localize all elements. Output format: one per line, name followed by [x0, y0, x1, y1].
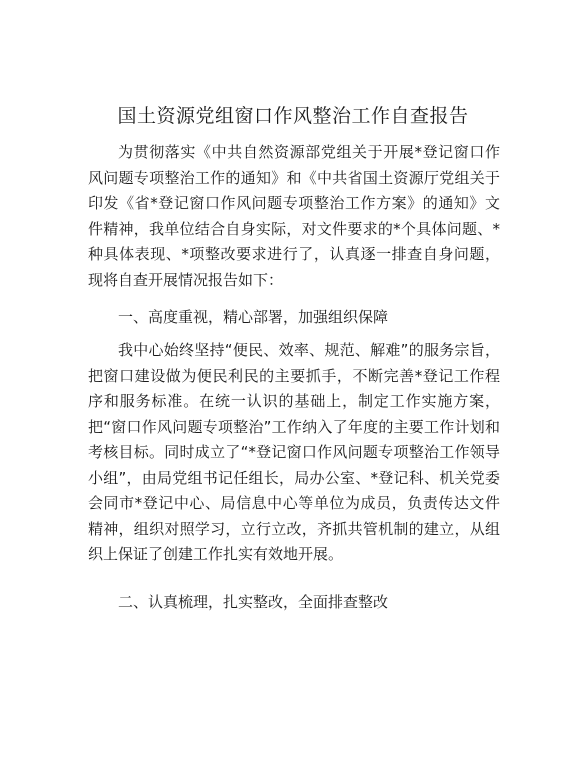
- document-title: 国土资源党组窗口作风整治工作自查报告: [117, 105, 469, 127]
- intro-paragraph: 为贯彻落实《中共自然资源部党组关于开展*登记窗口作风问题专项整治工作的通知》和《中共省国土资源厅党组关于印发《省*登记窗口作风问题专项整治工作方案》的通知》文件精神，我单位结合自身实际，对文件要求的*个具体问题、*种具体表现、*项整改要求进行了，认真逐一排查自身问题，现将自查开展情况报告如下：: [88, 143, 500, 289]
- section-heading-2: 二、认真梳理，扎实整改，全面排查整改: [118, 593, 389, 611]
- section-1-paragraph: 我中心始终坚持“便民、效率、规范、解难”的服务宗旨，把窗口建设做为便民利民的主要抓手，不断完善*登记工作程序和服务标准。在统一认识的基础上，制定工作实施方案，把“窗口作风问题专项整治”工作纳入了年度的主要工作计划和考核目标。同时成立了“*登记窗口作风问题专项整治工作领导小组”，由局党组书记任组长，局办公室、*登记科、机关党委会同市*登记中心、局信息中心等单位为成员，负责传达文件精神，组织对照学习，立行立改，齐抓共管机制的建立，从组织上保证了创建工作扎实有效地开展。: [88, 341, 500, 563]
- section-heading-1: 一、高度重视，精心部署，加强组织保障: [118, 308, 389, 326]
